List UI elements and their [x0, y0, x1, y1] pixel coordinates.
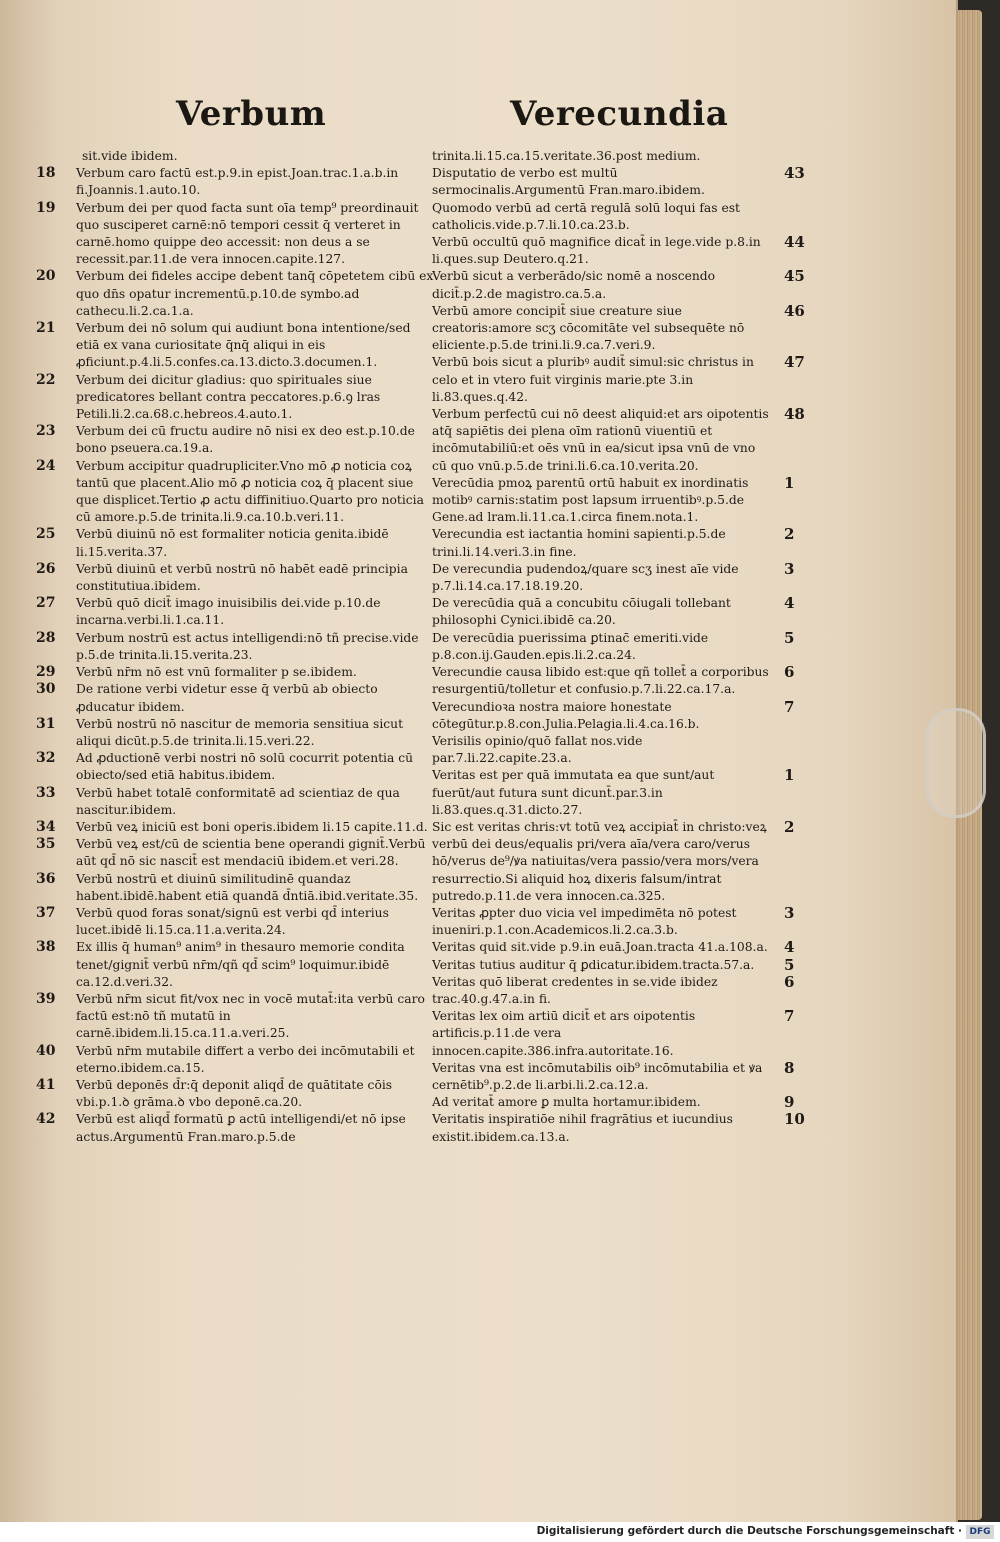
entry-text: De verecūdia puerissima ꝑtinac̄ emeriti.vide p.8.con.ij.Gauden.epis.li.2.ca.24. — [432, 630, 709, 662]
entry-text: Verbū nr̄m nō est vnū formaliter p se.ibidem. — [76, 665, 357, 680]
index-entry — [36, 716, 436, 750]
entry-text: Verbū nostrū nō nascitur de memoria sensitiua sicut aliqui dicūt.p.5.de trinita.li.15.veri.22. — [76, 716, 404, 748]
index-entry — [432, 664, 822, 698]
running-head-right: Verecundia — [510, 94, 729, 134]
index-entry — [432, 406, 822, 475]
entry-text: Sic est veritas chris:vt totū veꝝ accipiat̄ in christo:veꝝ verbū dei deus/equalis pri/vera aīa/vera caro/verus hō/verus de⁹/ꝟa natiuitas/vera passio/vera mors/vera resurrectio.Si aliquid hoꝝ dixeris falsum/intrat putredo.p.11.de vera innocen.ca.325. — [432, 819, 767, 903]
entry-text: Verbū deponēs d̄r:q̄ deponit aliqd̄ de quātitate cōis vbi.p.1.ꝺ grāma.ꝺ vbo deponē.ca.20. — [76, 1077, 393, 1110]
index-entry — [432, 595, 822, 629]
index-entry — [432, 526, 822, 560]
entry-number: 24 — [36, 457, 56, 474]
entry-text: Verisilis opinio/quō fallat nos.vide par.7.li.22.capite.23.a. — [432, 733, 643, 766]
funding-credit: Digitalisierung gefördert durch die Deutsche Forschungsgemeinschaft · — [536, 1525, 962, 1537]
entry-number: 48 — [784, 405, 805, 424]
index-entry — [36, 268, 436, 320]
entry-text: Verbū diuinū nō est formaliter noticia genita.ibidē li.15.verita.37. — [76, 527, 389, 559]
index-entry — [36, 939, 436, 991]
entry-number: 1 — [784, 766, 795, 785]
index-entry — [432, 630, 822, 664]
index-entry — [432, 1008, 822, 1060]
index-entry — [432, 905, 822, 939]
entry-text: Verecundia est iactantia homini sapienti.p.5.de trini.li.14.veri.3.in fine. — [432, 527, 726, 559]
entry-number: 28 — [36, 629, 56, 646]
entry-number: 10 — [784, 1110, 805, 1129]
index-entry — [36, 991, 436, 1043]
index-entry — [36, 664, 436, 681]
index-entry — [36, 1111, 436, 1145]
entry-text: Verbū nr̄m sicut fit/vox nec in vocē mutat̄:ita verbū caro factū est:nō tñ mutatū in carnē.ibidem.li.15.ca.11.a.veri.25. — [76, 991, 425, 1041]
entry-text: Verecūdia pmoꝝ parentū ortū habuit ex inordinatis motibꝰ carnis:statim post lapsum irruentibꝰ.p.5.de Gene.ad lram.li.11.ca.1.circa finem.nota.1. — [432, 475, 749, 525]
entry-number: 36 — [36, 870, 56, 887]
entry-text: Verbū veꝝ iniciū est boni operis.ibidem li.15 capite.11.d. — [76, 819, 428, 834]
entry-number: 5 — [784, 955, 795, 974]
entry-number: 32 — [36, 750, 56, 767]
index-entry — [36, 905, 436, 939]
index-entry — [36, 630, 436, 664]
entry-text: Verbum accipitur quadrupliciter.Vno mō ꝓ noticia coꝝ tantū que placent.Alio mō ꝓ noticia coꝝ q̄ placent siue que displicet.Tertio ꝓ actu diffinitiuo.Quarto pro noticia cū amore.p.5.de trinita.li.9.ca.10.b.veri.11. — [76, 458, 424, 525]
index-entry — [36, 526, 436, 560]
entry-number: 7 — [784, 697, 795, 716]
entry-text: Verbū occultū quō magnifice dicat̄ in lege.vide p.8.in li.ques.sup Deutero.q.21. — [432, 235, 761, 267]
entry-text: Veritas quō liberat credentes in se.vide ibidez trac.40.g.47.a.in fi. — [432, 974, 718, 1006]
entry-text: Verbum perfectū cui nō deest aliquid:et ars oipotentis atq̄ sapiētis dei plena oīm rationū viuentiū et incōmutabiliū:et oēs vnū in ea/sicut ipsa vnū de vno cū quo vnū.p.5.de trini.li.6.ca.10.verita.20. — [432, 407, 769, 473]
entry-number: 38 — [36, 939, 56, 956]
entry-text: Veritatis inspiratiōe nihil fragrātius et iucundius existit.ibidem.ca.13.a. — [432, 1112, 733, 1144]
entry-number: 8 — [784, 1058, 795, 1077]
entry-number: 2 — [784, 817, 795, 836]
index-entry — [432, 303, 822, 355]
entry-number: 23 — [36, 423, 56, 440]
entry-number: 40 — [36, 1042, 56, 1059]
entry-number: 25 — [36, 526, 56, 543]
index-entry — [36, 819, 436, 836]
entry-text: De ratione verbi videtur esse q̄ verbū ab obiecto ꝓducatur ibidem. — [76, 682, 378, 714]
entry-text: Veritas lex oim artiū dicit̄ et ars oipotentis artificis.p.11.de vera innocen.capite.386.infra.autoritate.16. — [432, 1009, 696, 1058]
entry-text: Verbum dei dicitur gladius: quo spirituales siue predicatores bellant contra peccatores.p.6.ꝯ lras Petili.li.2.ca.68.c.hebreos.4.auto.1. — [76, 372, 381, 422]
index-entry — [432, 699, 822, 733]
index-entry — [36, 200, 436, 269]
entry-number: 21 — [36, 320, 56, 337]
entry-number: 3 — [784, 559, 795, 578]
left-column — [36, 148, 436, 1146]
index-entry — [36, 595, 436, 629]
entry-number: 41 — [36, 1076, 56, 1093]
index-entry — [432, 234, 822, 268]
entry-number: 37 — [36, 904, 56, 921]
entry-text: Verbū bois sicut a pluribꝰ audit̄ simul:sic christus in celo et in vtero fuit virginis marie.pte 3.in li.83.ques.q.42. — [432, 355, 754, 404]
entry-number: 4 — [784, 938, 795, 957]
index-entry — [36, 1077, 436, 1111]
index-entry — [36, 836, 436, 870]
index-entry — [432, 354, 822, 406]
entry-number: 7 — [784, 1007, 795, 1026]
index-entry — [36, 1043, 436, 1077]
entry-number: 34 — [36, 818, 56, 835]
entry-text: Verbū quō dicit̄ imago inuisibilis dei.vide p.10.de incarna.verbi.li.1.ca.11. — [76, 596, 381, 628]
dfg-logo-icon: DFG — [966, 1525, 994, 1539]
entry-text: Ad ꝓductionē verbi nostri nō solū cocurrit potentia cū obiecto/sed etiā habitus.ibidem. — [76, 751, 414, 783]
entry-number: 4 — [784, 594, 795, 613]
entry-text: Verbum dei cū fructu audire nō nisi ex deo est.p.10.de bono pseuera.ca.19.a. — [76, 424, 415, 456]
entry-number: 1 — [784, 473, 795, 492]
running-head-left: Verbum — [176, 94, 327, 134]
entry-number: 45 — [784, 267, 805, 286]
continuation-line: trinita.li.15.ca.15.veritate.36.post medium. — [432, 149, 701, 163]
index-entry — [36, 165, 436, 199]
entry-text: Ad veritat̄ amore ꝑ multa hortamur.ibidem. — [432, 1095, 701, 1110]
index-entry — [36, 785, 436, 819]
entry-number: 44 — [784, 233, 805, 252]
entry-number: 47 — [784, 353, 805, 372]
entry-number: 20 — [36, 268, 56, 285]
entry-text: Verbū amore concipit̄ siue creature siue creatoris:amore scʒ cōcomitāte vel subsequēte nō eliciente.p.5.de trini.li.9.ca.7.veri.9. — [432, 303, 745, 353]
entry-text: De verecūdia quā a concubitu cōiugali tollebant philosophi Cynici.ibidē ca.20. — [432, 596, 731, 628]
index-entry — [36, 458, 436, 527]
right-column — [432, 148, 822, 1146]
entry-text: Veritas vna est incōmutabilis oib⁹ incōmutabilia et ꝟa cernētib⁹.p.2.de li.arbi.li.2.ca.12.a. — [432, 1060, 763, 1092]
entry-text: Verbum dei fideles accipe debent tanq̄ cōpetetem cibū ex quo dn̄s opatur incrementū.p.10.de symbo.ad cathecu.li.2.ca.1.a. — [76, 269, 434, 318]
entry-text: Verbū habet totalē conformitatē ad scientiaz de qua nascitur.ibidem. — [76, 785, 400, 817]
index-entry — [36, 871, 436, 905]
entry-text: Veritas quid sit.vide p.9.in euā.Joan.tracta 41.a.108.a. — [432, 940, 768, 955]
index-entry — [36, 681, 436, 715]
entry-number: 46 — [784, 301, 805, 320]
entry-text: Veritas ꝓpter duo vicia vel impedimēta nō potest inueniri.p.1.con.Academicos.li.2.ca.3.b. — [432, 905, 737, 938]
entry-number: 27 — [36, 595, 56, 612]
index-entry — [432, 767, 822, 819]
entry-text: Verbū nr̄m mutabile differt a verbo dei incōmutabili et eterno.ibidem.ca.15. — [76, 1043, 415, 1075]
entry-text: Verbū veꝝ est/cū de scientia bene operandi gignit̄.Verbū aūt qd̄ nō sic nascit̄ est mendaciū ibidem.et veri.28. — [76, 837, 426, 869]
index-entry — [432, 561, 822, 595]
index-entry — [432, 939, 822, 956]
entry-text: Verbum dei per quod facta sunt oīa temp⁹ preordinauit quo susciperet carnē:nō tempori cessit q̄ verteret in carnē.homo quippe deo accessit: non deus a se recessit.par.11.de vera innocen.capite.127. — [76, 200, 419, 267]
entry-number: 18 — [36, 165, 56, 182]
entry-number: 30 — [36, 681, 56, 698]
index-entry — [36, 372, 436, 424]
entry-number: 29 — [36, 664, 56, 681]
entry-number: 2 — [784, 525, 795, 544]
entry-text: Veritas tutius auditur q̄ ꝑdicatur.ibidem.tracta.57.a. — [432, 957, 755, 972]
entry-text: Verbū quod foras sonat/signū est verbi qd̄ interius lucet.ibidē li.15.ca.11.a.verita.24. — [76, 905, 389, 938]
entry-text: Ex illis q̄ human⁹ anim⁹ in thesauro memorie condita tenet/gignit̄ verbū nr̄m/qñ qd̄ scim⁹ loquimur.ibidē ca.12.d.veri.32. — [76, 940, 405, 989]
entry-number: 42 — [36, 1111, 56, 1128]
entry-text: Disputatio de verbo est multū sermocinalis.Argumentū Fran.maro.ibidem. — [432, 166, 705, 198]
index-entry — [432, 1060, 822, 1094]
entry-text: Verbū nostrū et diuinū similitudinē quandaz habent.ibidē.habent etiā quandā d̄ntiā.ibid.veritate.35. — [76, 871, 419, 903]
entry-text: Verecundie causa libido est:que qñ tollet̄ a corporibus resurgentiū/tolletur et confusio.p.7.li.22.ca.17.a. — [432, 665, 769, 697]
entry-number: 6 — [784, 663, 795, 682]
entry-text: Verbum caro factū est.p.9.in epist.Joan.trac.1.a.b.in fi.Joannis.1.auto.10. — [76, 166, 399, 198]
index-entry — [432, 200, 822, 234]
index-entry — [36, 561, 436, 595]
entry-text: Verbū est aliqd̄ formatū ꝑ actū intelligendi/et nō ipse actus.Argumentū Fran.maro.p.5.de — [76, 1112, 406, 1144]
index-entry — [36, 423, 436, 457]
entry-number: 35 — [36, 836, 56, 853]
index-entry — [432, 475, 822, 527]
entry-text: De verecundia pudendoꝝ/quare scʒ inest aīe vide p.7.li.14.ca.17.18.19.20. — [432, 561, 739, 594]
index-entry — [432, 1094, 822, 1111]
entry-number: 9 — [784, 1093, 795, 1112]
continuation-line: sit.vide ibidem. — [82, 149, 178, 163]
index-entry — [36, 320, 436, 372]
paper-clip — [926, 708, 986, 818]
entry-number: 31 — [36, 715, 56, 732]
index-entry — [432, 733, 822, 767]
index-entry — [432, 268, 822, 302]
entry-text: Verbū sicut a verberādo/sic nomē a noscendo dicit̄.p.2.de magistro.ca.5.a. — [432, 269, 716, 301]
entry-text: Verbū diuinū et verbū nostrū nō habēt eadē principia constitutiua.ibidem. — [76, 561, 408, 594]
entry-number: 5 — [784, 628, 795, 647]
index-entry — [432, 165, 822, 199]
entry-number: 3 — [784, 903, 795, 922]
index-entry — [432, 957, 822, 974]
entry-text: Verbum dei nō solum qui audiunt bona intentione/sed etiā ex vana curiositate q̄nq̄ aliqui in eis ꝓficiunt.p.4.li.5.confes.ca.13.dicto.3.documen.1. — [76, 321, 411, 370]
entry-text: Verecundioꝛa nostra maiore honestate cōtegūtur.p.8.con.Julia.Pelagia.li.4.ca.16.b. — [432, 699, 700, 731]
index-entry — [432, 1111, 822, 1145]
entry-number: 6 — [784, 972, 795, 991]
entry-number: 26 — [36, 560, 56, 577]
index-entry — [36, 750, 436, 784]
index-entry — [432, 974, 822, 1008]
entry-text: Verbum nostrū est actus intelligendi:nō tñ precise.vide p.5.de trinita.li.15.verita.23. — [76, 630, 419, 662]
index-entry — [432, 819, 822, 905]
entry-number: 19 — [36, 199, 56, 216]
footer-bar — [0, 1522, 1000, 1542]
entry-number: 22 — [36, 371, 56, 388]
entry-text: Quomodo verbū ad certā regulā solū loqui fas est catholicis.vide.p.7.li.10.ca.23.b. — [432, 200, 740, 232]
entry-number: 39 — [36, 990, 56, 1007]
entry-number: 43 — [784, 164, 805, 183]
entry-text: Veritas est per quā immutata ea que sunt/aut fuerūt/aut futura sunt dicunt̄.par.3.in li.83.ques.q.31.dicto.27. — [432, 768, 715, 817]
entry-number: 33 — [36, 784, 56, 801]
